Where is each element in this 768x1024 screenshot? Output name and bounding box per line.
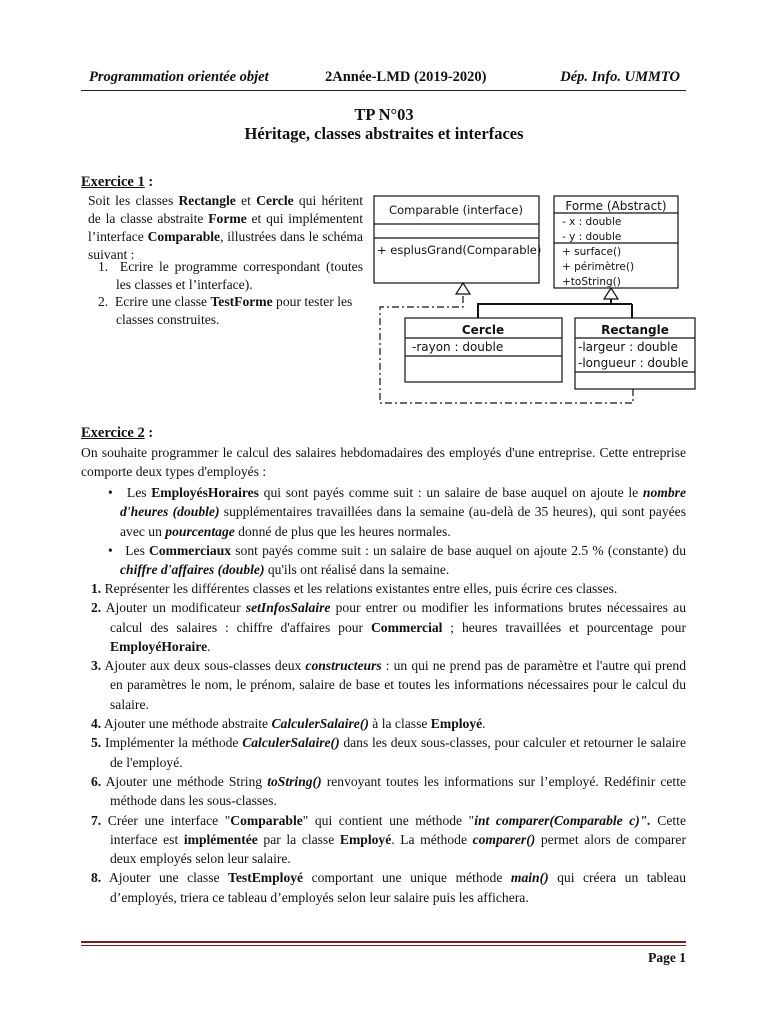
question-2: 2. Ajouter un modificateur setInfosSalaire pour entrer ou modifier les informations brutes nécessaires au calcul des salaires : chiffre d'affaires pour Commercial ; heures travaillées et pourcentage pour EmployéHoraire.: [91, 600, 687, 654]
exercise2-heading: Exercice 2 :: [81, 425, 154, 441]
rectangle-name: Rectangle: [601, 323, 669, 337]
exercise1-intro: Soit les classes Rectangle et Cercle qui héritent de la classe abstraite Forme et qui implémentent l’interface Comparable, illustrées dans le schéma suivant :: [88, 193, 364, 262]
question-3: 3. Ajouter aux deux sous-classes deux constructeurs : un qui ne prend pas de paramètre et l'autre qui prend en paramètres le nom, le prénom, salaire de base et toutes les informations nécessaires pour le calcul du salaire.: [91, 658, 686, 712]
rectangle-attr-longueur: -longueur : double: [578, 356, 689, 370]
question-8: 8. Ajouter une classe TestEmployé comportant une unique méthode main() qui créera un tableau d’employés, triera ce tableau d’employés selon leur salaire puis les affichera.: [91, 870, 686, 905]
exercise1-item-1: 1. Ecrire le programme correspondant (toutes les classes et l’interface).: [98, 259, 364, 292]
header-course-title: Programmation orientée objet: [89, 69, 269, 85]
cercle-name: Cercle: [461, 323, 505, 337]
question-4: 4. Ajouter une méthode abstraite CalculerSalaire() à la classe Employé.: [91, 716, 486, 732]
cercle-attr-rayon: -rayon : double: [412, 340, 504, 354]
forme-name: Forme (Abstract): [565, 199, 667, 213]
exercise1-item-2: 2. Ecrire une classe TestForme pour tester les classes construites.: [98, 294, 353, 327]
question-1: 1. Représenter les différentes classes et les relations existantes entre elles, puis écrire ces classes.: [91, 581, 618, 596]
exercise2-questions: [81, 579, 686, 907]
forme-attr-y: - y : double: [562, 231, 622, 243]
header-department: Dép. Info. UMMTO: [560, 69, 680, 85]
bullet-employes-horaires: • Les EmployésHoraires qui sont payés comme suit : un salaire de base auquel on ajoute le nombre d'heures (double) supplémentaires travaillées dans la semaine (au-delà de 35 heures), qui sont payées avec un pourcentage donné de plus que les heures normales.: [108, 485, 686, 539]
forme-method-tostring: +toString(): [562, 276, 621, 288]
footer-rule-thin: [81, 945, 686, 946]
question-5: 5. Implémenter la méthode CalculerSalaire() dans les deux sous-classes, pour calculer et retourner le salaire de l'employé.: [91, 735, 686, 770]
forme-attr-x: - x : double: [562, 216, 622, 228]
tp-number: TP N°03: [354, 105, 414, 124]
page-number: Page 1: [648, 950, 686, 965]
exercise2-bullets: [86, 483, 686, 579]
rectangle-attr-largeur: -largeur : double: [578, 340, 678, 354]
exercise1-heading: Exercice 1 :: [81, 174, 154, 190]
exercise2-intro: On souhaite programmer le calcul des salaires hebdomadaires des employés d'une entreprise. Cette entreprise comporte deux types d'employés :: [81, 445, 686, 480]
forme-method-surface: + surface(): [562, 246, 622, 258]
question-6: 6. Ajouter une méthode String toString() renvoyant toutes les informations sur l’employé. Redéfinir cette méthode dans les sous-classes.: [91, 773, 686, 809]
comparable-arrowhead: [456, 283, 470, 294]
comparable-method: + esplusGrand(Comparable): [377, 243, 542, 257]
tp-title: Héritage, classes abstraites et interfaces: [244, 124, 524, 143]
header-year: 2Année-LMD (2019-2020): [325, 69, 487, 85]
bullet-commerciaux: • Les Commerciaux sont payés comme suit : un salaire de base auquel on ajoute 2.5 % (constante) du chiffre d'affaires (double) qu'ils ont réalisé dans la semaine.: [108, 542, 686, 578]
inherit-line-cercle: [478, 299, 611, 318]
forme-method-perimetre: + périmètre(): [562, 261, 635, 273]
comparable-name: Comparable (interface): [389, 203, 523, 217]
forme-arrowhead: [604, 288, 618, 299]
question-7: 7. Créer une interface "Comparable" qui contient une méthode "int comparer(Comparable c)". Cette interface est implémentée par la classe Employé. La méthode comparer() permet alors de comparer deux employés selon leur salaire.: [91, 812, 686, 867]
footer-rule: [81, 941, 686, 943]
